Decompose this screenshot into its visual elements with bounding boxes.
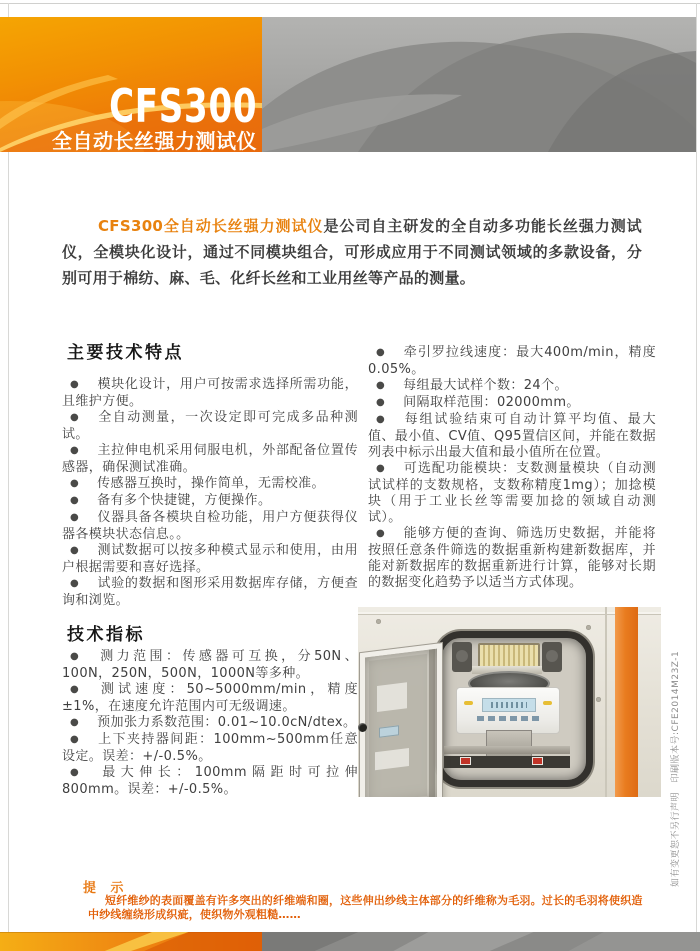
door-reflection: [377, 682, 407, 712]
feature-item-text: 仪器具备各模块自检功能，用户方便获得仪器各模块状态信息。。: [62, 510, 358, 542]
feature-item: [368, 378, 656, 395]
feature-item: [62, 576, 358, 609]
tip-title: 提 示: [83, 881, 129, 896]
electronic-balance: [456, 687, 560, 734]
spec-item: [62, 649, 358, 682]
intro-paragraph: [62, 213, 642, 291]
bullet-icon: ●: [70, 651, 83, 662]
left-roller: [452, 642, 472, 672]
right-roller: [542, 642, 562, 672]
feature-item: [368, 345, 656, 378]
intro-body-text: 是公司自主研发的全自动多功能长丝强力测试仪，全模块化设计，通过不同模块组合，可形成应用于不同测试领域的多款设备，分别可用于棉纺、麻、毛、化纤长丝和工业用丝等产品的测量。: [62, 217, 642, 287]
feature-item: [62, 510, 358, 543]
bullet-icon: ●: [376, 528, 386, 539]
feature-item: [62, 543, 358, 576]
bullet-icon: ●: [70, 478, 80, 489]
feature-item: [368, 526, 656, 591]
bullet-icon: ●: [376, 397, 386, 408]
open-glass-door: [360, 643, 442, 797]
balance-button: [464, 701, 473, 705]
intro-highlight: CFS300全自动长丝强力测试仪: [98, 217, 324, 235]
spec-item: [62, 715, 358, 732]
bullet-icon: ●: [70, 445, 80, 456]
bullet-icon: ●: [70, 412, 81, 423]
cabinet-seam: [605, 607, 607, 797]
door-inner-strip: [429, 649, 435, 797]
chamber-opening: [435, 631, 593, 787]
balance-key-row: [477, 716, 539, 721]
feature-item-text: 每组试验结束可自动计算平均值、最大值、最小值、CV值、Q95置信区间，并能在数据列表中标示出最大值和最小值所在位置。: [368, 412, 656, 460]
header-banner: [0, 17, 700, 152]
bullet-icon: ●: [70, 767, 85, 778]
bullet-icon: ●: [70, 512, 80, 523]
feature-item: [368, 395, 656, 412]
feature-item: [62, 410, 358, 443]
spec-item-text: 测力范围：传感器可互换，分50N、100N，250N，500N，1000N等多种。: [62, 649, 358, 681]
feature-item-text: 测试数据可以按多种模式显示和使用，由用户根据需要和喜好选择。: [62, 543, 358, 575]
bullet-icon: ●: [70, 734, 81, 745]
feature-item: [62, 377, 358, 410]
feature-item-text: 能够方便的查询、筛选历史数据，并能将按照任意条件筛选的数据重新构建新数据库，并能对新数据库的数据重新进行计算，能够对长期的数据变化趋势予以适当方式体现。: [368, 526, 656, 590]
feature-item-text: 可选配功能模块：支数测量模块（自动测试试样的支数规格，支数称精度1mg）；加捻模块（用于工业长丝等需要加捻的领域自动测试）。: [368, 461, 656, 525]
header-orange-panel: [0, 17, 262, 152]
bullet-icon: ●: [70, 545, 80, 556]
specs-list: [62, 649, 358, 798]
product-name-subtitle: 全自动长丝强力测试仪: [52, 129, 257, 152]
bullet-icon: ●: [376, 347, 386, 358]
side-note: 如有变更恕不另行声明 印刷版本号:CFE2014M23Z-1: [671, 650, 681, 887]
feature-item: [62, 493, 358, 510]
spec-item: [62, 765, 358, 798]
feature-item: [62, 443, 358, 476]
spec-item-text: 最大伸长：100mm隔距时可拉伸800mm。误差：+/-0.5%。: [62, 765, 358, 797]
red-clamp: [460, 757, 471, 765]
cabinet-orange-stripe: [615, 607, 638, 797]
balance-button: [543, 701, 552, 705]
features-section-title: 主要技术特点: [67, 343, 184, 363]
door-knob: [358, 723, 367, 732]
feature-item-text: 传感器互换时，操作简单，无需校准。: [97, 476, 325, 491]
top-border-line: [0, 3, 700, 4]
footer-orange-band: [0, 932, 262, 951]
feature-item-text: 每组最大试样个数：24个。: [403, 378, 568, 393]
spec-item: [62, 732, 358, 765]
features-left-column: [62, 377, 358, 609]
balance-display: [482, 698, 536, 712]
product-photo: [358, 607, 661, 797]
spec-item-text: 测试速度：50~5000mm/min，精度±1%，在速度允许范围内可无级调速。: [62, 682, 358, 714]
feature-item: [368, 461, 656, 526]
feature-item: [62, 476, 358, 493]
feature-item-text: 间隔取样范围：02000mm。: [403, 395, 580, 410]
feature-item: [368, 412, 656, 461]
header-gray-panel: [262, 17, 696, 152]
spec-item-text: 预加张力系数范围：0.01~10.0cN/dtex。: [97, 715, 357, 730]
screw-icon: [596, 697, 601, 702]
bullet-icon: ●: [70, 717, 80, 728]
bullet-icon: ●: [376, 463, 386, 474]
red-clamp: [532, 757, 543, 765]
tip-body: 短纤维纱的表面覆盖有许多突出的纤维端和圈，这些伸出纱线主体部分的纤维称为毛羽。过长的毛羽将使织造中纱线缠绕形成织疵，使织物外观粗糙……: [88, 894, 643, 921]
specs-section-title: 技术指标: [67, 625, 145, 645]
bullet-icon: ●: [70, 578, 80, 589]
chamber-shelf: [444, 746, 570, 754]
product-code-title: CFS300: [108, 79, 257, 133]
bullet-icon: ●: [70, 495, 80, 506]
feature-item-text: 试验的数据和图形采用数据库存储，方便查询和浏览。: [62, 576, 358, 608]
spec-item: [62, 682, 358, 715]
feature-item-text: 牵引罗拉线速度：最大400m/min，精度0.05%。: [368, 345, 656, 377]
footer-gray-band: [262, 932, 700, 951]
feature-item-text: 模块化设计，用户可按需求选择所需功能，且维护方便。: [62, 377, 358, 409]
bullet-icon: ●: [376, 414, 387, 425]
feature-item-text: 全自动测量，一次设定即可完成多品种测试。: [62, 410, 358, 442]
gray-dome-graphic: [262, 17, 696, 152]
feature-item-text: 主拉伸电机采用伺服电机，外部配备位置传感器，确保测试准确。: [62, 443, 358, 475]
screw-icon: [376, 619, 381, 624]
screw-icon: [586, 625, 591, 630]
spec-item-text: 上下夹持器间距：100mm~500mm任意设定。误差：+/-0.5%。: [62, 732, 358, 764]
bullet-icon: ●: [376, 380, 386, 391]
footer-band: [0, 932, 700, 951]
features-right-column: [368, 345, 656, 591]
bullet-icon: ●: [70, 379, 80, 390]
feature-item-text: 备有多个快捷键，方便操作。: [97, 493, 272, 508]
bullet-icon: ●: [70, 684, 83, 695]
